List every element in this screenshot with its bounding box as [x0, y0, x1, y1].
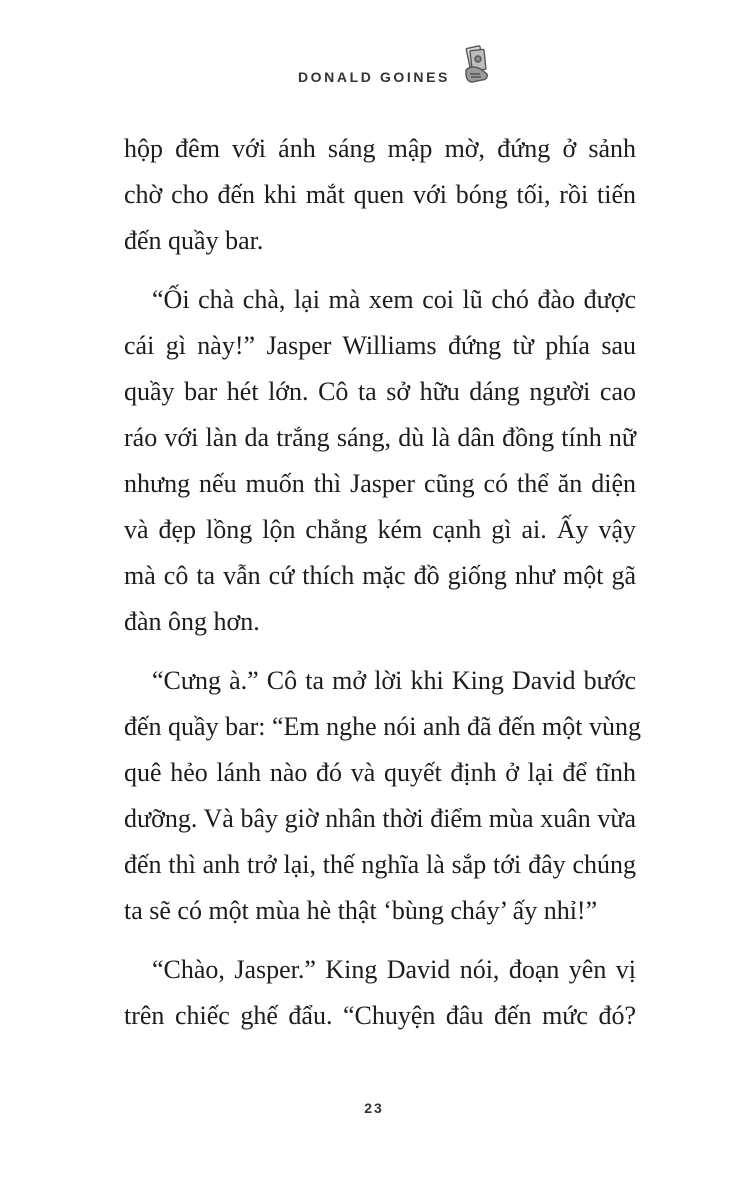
- text-line: đến quầy bar: “Em nghe nói anh đã đến một vùng: [124, 712, 641, 741]
- text-line: “Ối chà chà, lại mà xem coi lũ chó đào được: [152, 285, 636, 314]
- paragraph: [124, 947, 636, 1039]
- text-line: nhưng nếu muốn thì Jasper cũng có thể ăn diện: [124, 469, 636, 498]
- text-line: đến quầy bar.: [124, 226, 264, 255]
- text-line: trên chiếc ghế đẩu. “Chuyện đâu đến mức đó?: [124, 1001, 636, 1030]
- text-line: hộp đêm với ánh sáng mập mờ, đứng ở sảnh: [124, 134, 636, 163]
- chapter-body: [124, 126, 641, 1052]
- author-name: DONALD GOINES: [297, 69, 450, 85]
- text-line: “Chào, Jasper.” King David nói, đoạn yên vị: [152, 955, 636, 984]
- text-line: dưỡng. Và bây giờ nhân thời điểm mùa xuân vừa: [124, 804, 636, 833]
- text-line: và đẹp lồng lộn chẳng kém cạnh gì ai. Ấy vậy: [124, 515, 636, 544]
- text-line: ráo với làn da trắng sáng, dù là dân đồng tính nữ: [124, 423, 636, 452]
- paragraph: [124, 658, 641, 934]
- page-number: 23: [364, 1100, 384, 1116]
- text-line: chờ cho đến khi mắt quen với bóng tối, rồi tiến: [124, 180, 636, 209]
- text-line: cái gì này!” Jasper Williams đứng từ phía sau: [124, 331, 636, 360]
- money-in-hand-icon: [462, 44, 490, 88]
- text-line: ta sẽ có một mùa hè thật ‘bùng cháy’ ấy nhỉ!”: [124, 896, 598, 925]
- paragraph: [124, 277, 636, 645]
- text-line: đến thì anh trở lại, thế nghĩa là sắp tới đây chúng: [124, 850, 636, 879]
- text-line: quê hẻo lánh nào đó và quyết định ở lại để tĩnh: [124, 758, 636, 787]
- paragraph: [124, 126, 636, 264]
- text-line: đàn ông hơn.: [124, 607, 260, 636]
- text-line: quầy bar hét lớn. Cô ta sở hữu dáng người cao: [124, 377, 636, 406]
- text-line: “Cưng à.” Cô ta mở lời khi King David bước: [152, 666, 636, 695]
- running-header: [298, 42, 490, 90]
- text-line: mà cô ta vẫn cứ thích mặc đồ giống như một gã: [124, 561, 636, 590]
